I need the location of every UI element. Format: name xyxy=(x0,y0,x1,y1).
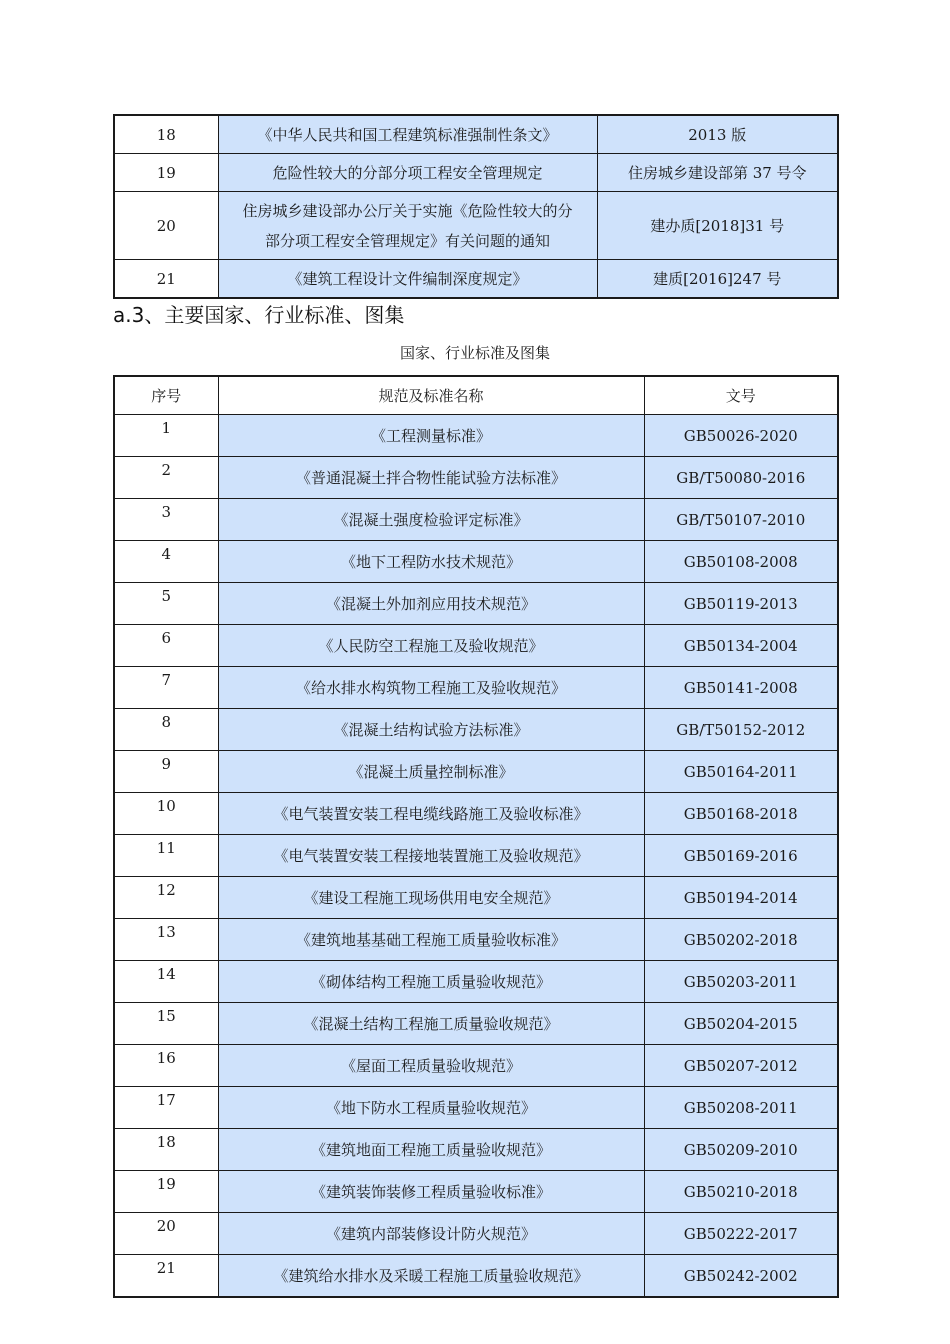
header-document: 文号 xyxy=(644,376,838,415)
document-number: 建办质[2018]31 号 xyxy=(597,192,838,260)
row-number: 14 xyxy=(114,961,218,1003)
standard-code: GB50141-2008 xyxy=(644,667,838,709)
standard-name: 《建设工程施工现场供用电安全规范》 xyxy=(218,877,644,919)
row-number: 20 xyxy=(114,1213,218,1255)
row-number: 17 xyxy=(114,1087,218,1129)
standard-name: 《砌体结构工程施工质量验收规范》 xyxy=(218,961,644,1003)
row-number: 18 xyxy=(114,115,218,154)
header-name: 规范及标准名称 xyxy=(218,376,644,415)
standard-code: GB50222-2017 xyxy=(644,1213,838,1255)
table-row xyxy=(114,1045,838,1087)
table-row xyxy=(114,667,838,709)
table-caption: 国家、行业标准及图集 xyxy=(399,344,550,362)
standard-code: GB/T50107-2010 xyxy=(644,499,838,541)
standard-code: GB50207-2012 xyxy=(644,1045,838,1087)
row-number: 1 xyxy=(114,415,218,457)
section-heading: a.3、主要国家、行业标准、图集 xyxy=(113,303,405,327)
table-row xyxy=(114,541,838,583)
table-row xyxy=(114,919,838,961)
standard-name: 《建筑地面工程施工质量验收规范》 xyxy=(218,1129,644,1171)
standard-code: GB/T50152-2012 xyxy=(644,709,838,751)
document-number: 建质[2016]247 号 xyxy=(597,260,838,299)
table-row xyxy=(114,115,838,154)
document-number: 住房城乡建设部第 37 号令 xyxy=(597,154,838,192)
standard-code: GB50203-2011 xyxy=(644,961,838,1003)
row-number: 19 xyxy=(114,154,218,192)
standard-name: 《建筑给水排水及采暖工程施工质量验收规范》 xyxy=(218,1255,644,1298)
table-row xyxy=(114,625,838,667)
table-row xyxy=(114,457,838,499)
standard-code: GB50209-2010 xyxy=(644,1129,838,1171)
standard-name: 《混凝土质量控制标准》 xyxy=(218,751,644,793)
table-row xyxy=(114,499,838,541)
regulations-table-continued xyxy=(113,114,839,299)
table-row xyxy=(114,1171,838,1213)
table-row xyxy=(114,1003,838,1045)
standard-name: 《普通混凝土拌合物性能试验方法标准》 xyxy=(218,457,644,499)
standard-name: 《混凝土结构工程施工质量验收规范》 xyxy=(218,1003,644,1045)
row-number: 4 xyxy=(114,541,218,583)
row-number: 2 xyxy=(114,457,218,499)
row-number: 6 xyxy=(114,625,218,667)
regulation-name: 《建筑工程设计文件编制深度规定》 xyxy=(218,260,597,299)
standards-table-body xyxy=(114,415,838,1298)
standard-code: GB50208-2011 xyxy=(644,1087,838,1129)
table-row xyxy=(114,1255,838,1298)
header-number: 序号 xyxy=(114,376,218,415)
standard-code: GB50164-2011 xyxy=(644,751,838,793)
row-number: 20 xyxy=(114,192,218,260)
row-number: 10 xyxy=(114,793,218,835)
regulation-name-line2: 部分项工程安全管理规定》有关问题的通知 xyxy=(264,231,550,250)
standard-name: 《工程测量标准》 xyxy=(218,415,644,457)
document-number: 2013 版 xyxy=(597,115,838,154)
table-row xyxy=(114,751,838,793)
standard-code: GB50168-2018 xyxy=(644,793,838,835)
standard-name: 《电气装置安装工程电缆线路施工及验收标准》 xyxy=(218,793,644,835)
row-number: 19 xyxy=(114,1171,218,1213)
standard-code: GB50204-2015 xyxy=(644,1003,838,1045)
standard-code: GB/T50080-2016 xyxy=(644,457,838,499)
standard-code: GB50108-2008 xyxy=(644,541,838,583)
table-row xyxy=(114,1213,838,1255)
table-row xyxy=(114,583,838,625)
row-number: 12 xyxy=(114,877,218,919)
standard-code: GB50169-2016 xyxy=(644,835,838,877)
row-number: 5 xyxy=(114,583,218,625)
table-row xyxy=(114,1129,838,1171)
row-number: 9 xyxy=(114,751,218,793)
row-number: 18 xyxy=(114,1129,218,1171)
standard-code: GB50202-2018 xyxy=(644,919,838,961)
table-header-row xyxy=(114,376,838,415)
table-row xyxy=(114,877,838,919)
standard-name: 《人民防空工程施工及验收规范》 xyxy=(218,625,644,667)
row-number: 13 xyxy=(114,919,218,961)
standard-name: 《混凝土强度检验评定标准》 xyxy=(218,499,644,541)
standard-name: 《地下防水工程质量验收规范》 xyxy=(218,1087,644,1129)
regulation-name xyxy=(218,192,597,260)
standard-name: 《建筑装饰装修工程质量验收标准》 xyxy=(218,1171,644,1213)
standard-name: 《混凝土结构试验方法标准》 xyxy=(218,709,644,751)
standard-name: 《屋面工程质量验收规范》 xyxy=(218,1045,644,1087)
table-row xyxy=(114,835,838,877)
regulation-name: 危险性较大的分部分项工程安全管理规定 xyxy=(218,154,597,192)
standard-code: GB50194-2014 xyxy=(644,877,838,919)
table-row xyxy=(114,709,838,751)
table-row xyxy=(114,793,838,835)
standard-name: 《给水排水构筑物工程施工及验收规范》 xyxy=(218,667,644,709)
table-row xyxy=(114,260,838,299)
standard-code: GB50026-2020 xyxy=(644,415,838,457)
table-row xyxy=(114,961,838,1003)
standard-name: 《地下工程防水技术规范》 xyxy=(218,541,644,583)
row-number: 7 xyxy=(114,667,218,709)
row-number: 15 xyxy=(114,1003,218,1045)
standard-code: GB50134-2004 xyxy=(644,625,838,667)
table-row xyxy=(114,1087,838,1129)
table-row xyxy=(114,154,838,192)
standard-name: 《混凝土外加剂应用技术规范》 xyxy=(218,583,644,625)
standard-name: 《建筑内部装修设计防火规范》 xyxy=(218,1213,644,1255)
row-number: 16 xyxy=(114,1045,218,1087)
standard-code: GB50210-2018 xyxy=(644,1171,838,1213)
standard-code: GB50119-2013 xyxy=(644,583,838,625)
regulation-name-line1: 住房城乡建设部办公厅关于实施《危险性较大的分 xyxy=(242,201,573,220)
standards-table xyxy=(113,375,839,1298)
standard-name: 《电气装置安装工程接地装置施工及验收规范》 xyxy=(218,835,644,877)
table-row xyxy=(114,415,838,457)
row-number: 21 xyxy=(114,260,218,299)
row-number: 8 xyxy=(114,709,218,751)
table-row xyxy=(114,192,838,260)
standard-name: 《建筑地基基础工程施工质量验收标准》 xyxy=(218,919,644,961)
standard-code: GB50242-2002 xyxy=(644,1255,838,1298)
row-number: 11 xyxy=(114,835,218,877)
row-number: 21 xyxy=(114,1255,218,1298)
row-number: 3 xyxy=(114,499,218,541)
regulation-name: 《中华人民共和国工程建筑标准强制性条文》 xyxy=(218,115,597,154)
